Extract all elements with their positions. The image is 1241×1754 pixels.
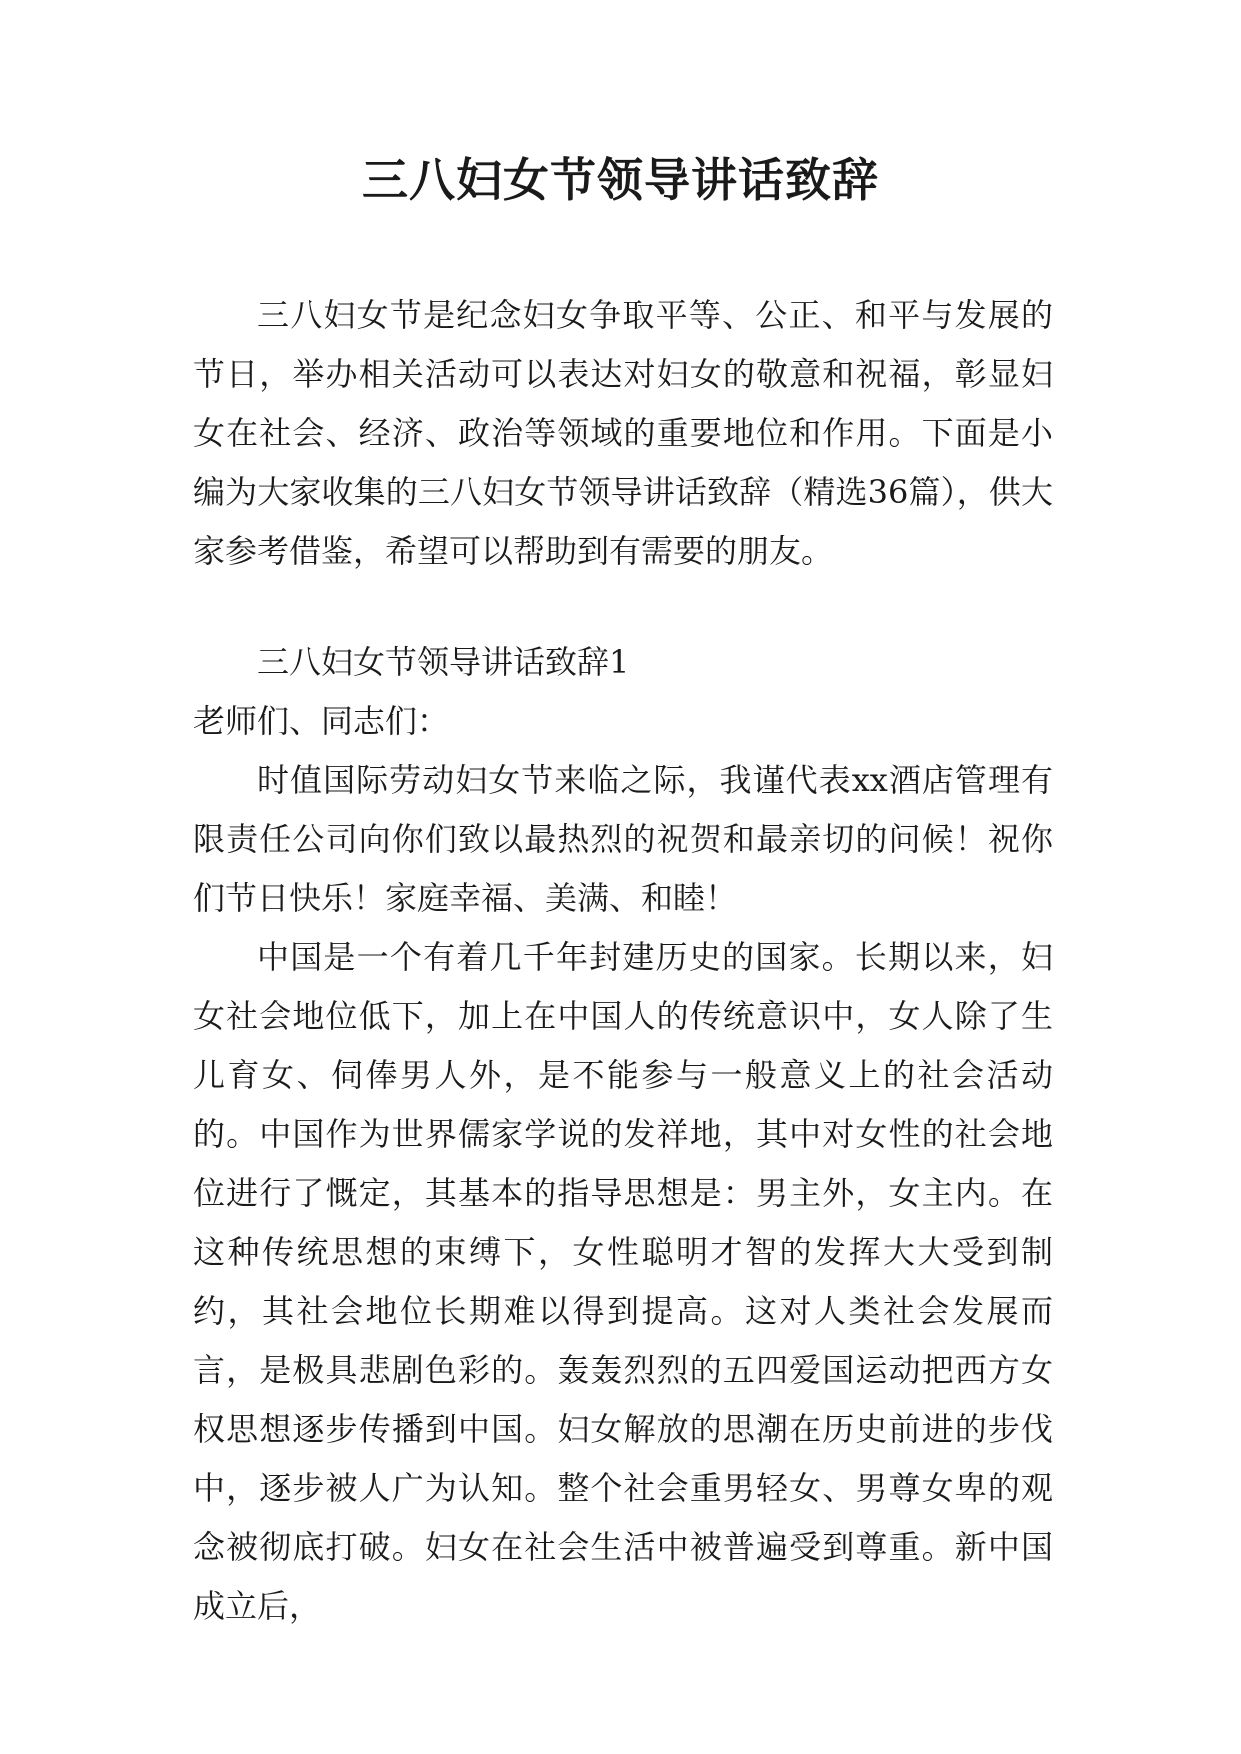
speech-paragraph-2: 中国是一个有着几千年封建历史的国家。长期以来，妇女社会地位低下，加上在中国人的传统意识中，女人除了生儿育女、伺俸男人外，是不能参与一般意义上的社会活动的。中国作为世界儒家学说的发祥地，其中对女性的社会地位进行了慨定，其基本的指导思想是：男主外，女主内。在这种传统思想的束缚下，女性聪明才智的发挥大大受到制约，其社会地位长期难以得到提高。这对人类社会发展而言，是极具悲剧色彩的。轰轰烈烈的五四爱国运动把西方女权思想逐步传播到中国。妇女解放的思潮在历史前进的步伐中，逐步被人广为认知。整个社会重男轻女、男尊女卑的观念被彻底打破。妇女在社会生活中被普遍受到尊重。新中国成立后， bbox=[193, 938, 1053, 1625]
speech-paragraph-1: 时值国际劳动妇女节来临之际，我谨代表xx酒店管理有限责任公司向你们致以最热烈的祝贺和最亲切的问候！祝你们节日快乐！家庭幸福、美满、和睦！ bbox=[193, 761, 1053, 917]
intro-block bbox=[193, 286, 1053, 581]
intro-paragraph: 三八妇女节是纪念妇女争取平等、公正、和平与发展的节日，举办相关活动可以表达对妇女的敬意和祝福，彰显妇女在社会、经济、政治等领域的重要地位和作用。下面是小编为大家收集的三八妇女节领导讲话致辞（精选36篇），供大家参考借鉴，希望可以帮助到有需要的朋友。 bbox=[193, 296, 1053, 570]
speech-block bbox=[193, 633, 1053, 1636]
section-title: 三八妇女节领导讲话致辞1 bbox=[257, 643, 630, 681]
salutation: 老师们、同志们： bbox=[193, 702, 450, 740]
document-title: 三八妇女节领导讲话致辞 bbox=[362, 153, 879, 207]
